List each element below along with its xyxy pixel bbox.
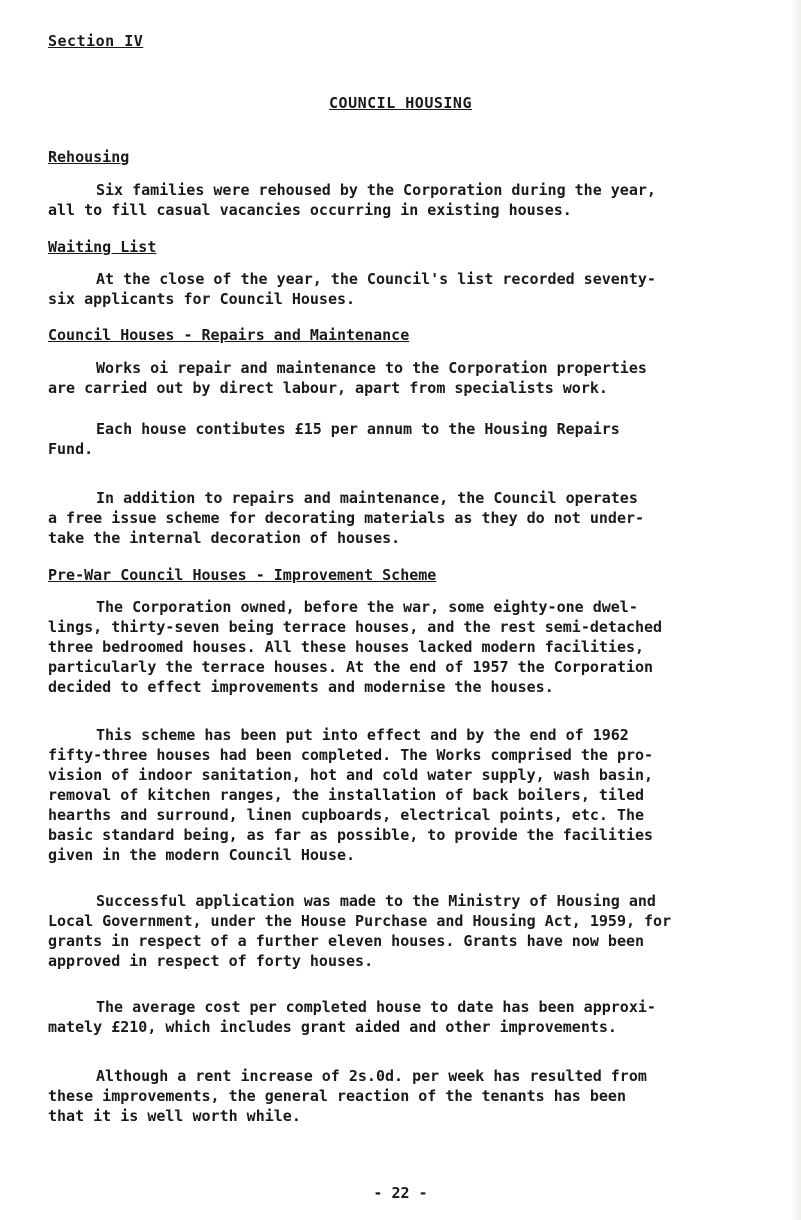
page-edge-shadow bbox=[791, 0, 801, 1220]
heading-improvement-scheme: Pre-War Council Houses - Improvement Scheme bbox=[48, 566, 437, 584]
paragraph-repairs-3 bbox=[48, 488, 768, 548]
text-line: that it is well worth while. bbox=[48, 1107, 301, 1125]
paragraph-improvement-3 bbox=[48, 891, 768, 971]
text-line: vision of indoor sanitation, hot and cold water supply, wash basin, bbox=[48, 766, 654, 784]
text-line: are carried out by direct labour, apart from specialists work. bbox=[48, 379, 608, 397]
text-line: take the internal decoration of houses. bbox=[48, 529, 401, 547]
text-line: hearths and surround, linen cupboards, electrical points, etc. The bbox=[48, 806, 645, 824]
heading-waiting-list: Waiting List bbox=[48, 238, 157, 256]
text-line: Successful application was made to the Ministry of Housing and bbox=[96, 892, 656, 910]
text-line: mately £210, which includes grant aided and other improvements. bbox=[48, 1018, 617, 1036]
paragraph-improvement-2 bbox=[48, 725, 768, 865]
text-line: all to fill casual vacancies occurring in existing houses. bbox=[48, 201, 572, 219]
text-line: basic standard being, as far as possible, to provide the facilities bbox=[48, 826, 654, 844]
paragraph-rehousing bbox=[48, 180, 768, 220]
text-line: decided to effect improvements and modernise the houses. bbox=[48, 678, 554, 696]
text-line: grants in respect of a further eleven houses. Grants have now been bbox=[48, 932, 645, 950]
text-line: removal of kitchen ranges, the installation of back boilers, tiled bbox=[48, 786, 645, 804]
text-line: given in the modern Council House. bbox=[48, 846, 356, 864]
section-label: Section IV bbox=[48, 32, 144, 50]
text-line: approved in respect of forty houses. bbox=[48, 952, 374, 970]
text-line: a free issue scheme for decorating materials as they do not under- bbox=[48, 509, 645, 527]
paragraph-improvement-1 bbox=[48, 597, 768, 697]
text-line: fifty-three houses had been completed. The Works comprised the pro- bbox=[48, 746, 654, 764]
text-line: Local Government, under the House Purchase and Housing Act, 1959, for bbox=[48, 912, 672, 930]
text-line: six applicants for Council Houses. bbox=[48, 290, 356, 308]
paragraph-improvement-4 bbox=[48, 997, 768, 1037]
page-number: - 22 - bbox=[373, 1184, 428, 1202]
heading-rehousing: Rehousing bbox=[48, 148, 130, 166]
paragraph-improvement-5 bbox=[48, 1066, 768, 1126]
text-line: In addition to repairs and maintenance, the Council operates bbox=[96, 489, 638, 507]
text-line: Each house contibutes £15 per annum to the Housing Repairs bbox=[96, 420, 620, 438]
text-line: Six families were rehoused by the Corporation during the year, bbox=[96, 181, 656, 199]
text-line: three bedroomed houses. All these houses lacked modern facilities, bbox=[48, 638, 645, 656]
text-line: lings, thirty-seven being terrace houses, and the rest semi-detached bbox=[48, 618, 663, 636]
paragraph-repairs-2 bbox=[48, 419, 768, 459]
text-line: The average cost per completed house to date has been approxi- bbox=[96, 998, 656, 1016]
text-line: This scheme has been put into effect and by the end of 1962 bbox=[96, 726, 629, 744]
text-line: these improvements, the general reaction of the tenants has been bbox=[48, 1087, 626, 1105]
paragraph-repairs-1 bbox=[48, 358, 768, 398]
text-line: The Corporation owned, before the war, some eighty-one dwel- bbox=[96, 598, 638, 616]
text-line: Although a rent increase of 2s.0d. per week has resulted from bbox=[96, 1067, 647, 1085]
text-line: Works oi repair and maintenance to the Corporation properties bbox=[96, 359, 647, 377]
heading-repairs-maintenance: Council Houses - Repairs and Maintenance bbox=[48, 326, 410, 344]
paragraph-waiting-list bbox=[48, 269, 768, 309]
page-title: COUNCIL HOUSING bbox=[329, 94, 472, 112]
text-line: Fund. bbox=[48, 440, 94, 458]
text-line: At the close of the year, the Council's list recorded seventy- bbox=[96, 270, 656, 288]
text-line: particularly the terrace houses. At the end of 1957 the Corporation bbox=[48, 658, 654, 676]
